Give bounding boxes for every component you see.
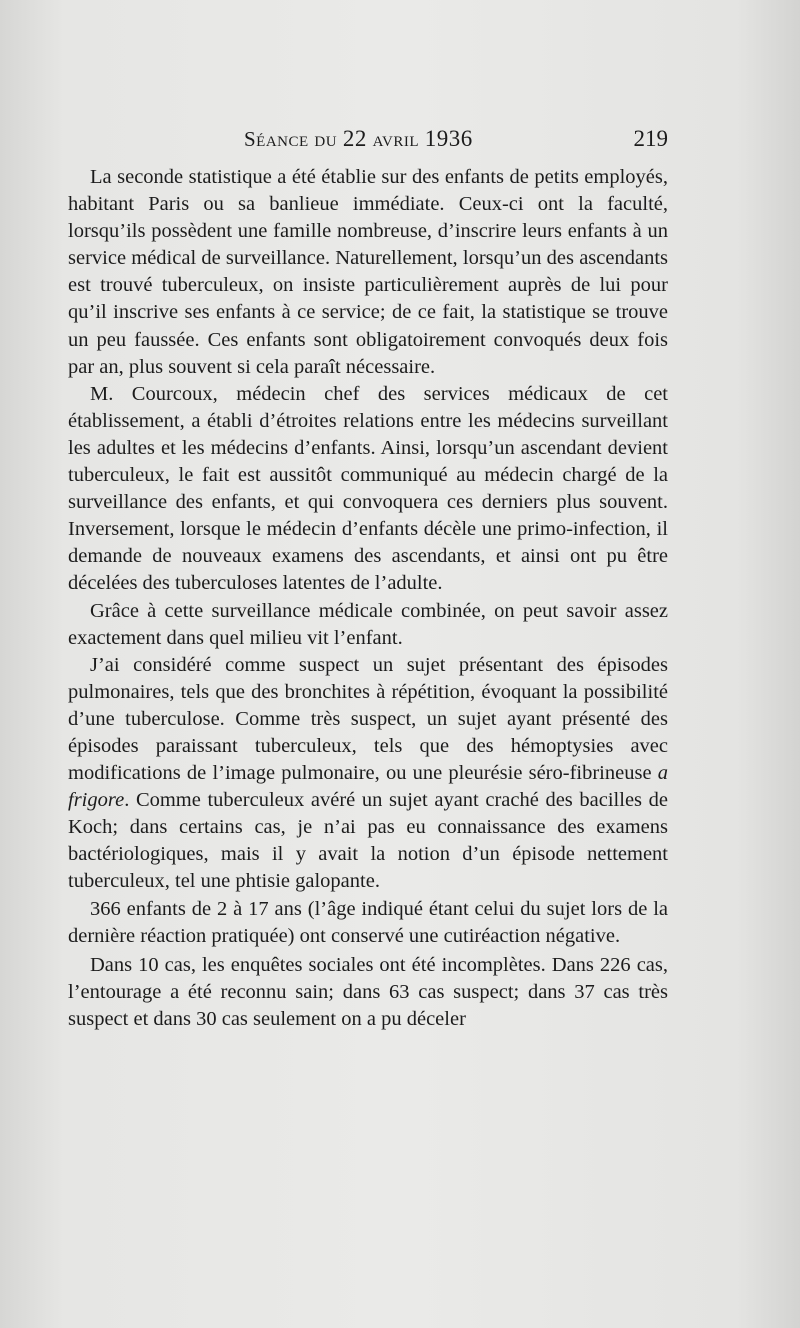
page-number: 219	[633, 126, 668, 151]
running-title-day: 22	[342, 126, 367, 151]
paragraph-366-enfants: 366 enfants de 2 à 17 ans (l’âge indiqué étant celui du sujet lors de la dernière réaction pratiquée) ont conservé une cutiréaction négative.	[68, 897, 668, 947]
paragraph-definitions	[68, 652, 668, 896]
paragraph-statistique: La seconde statistique a été établie sur des enfants de petits employés, habitant Paris ou sa banlieue immédiate. Ceux-ci ont la faculté, lorsqu’ils possèdent une famille nombreuse, d’inscrire leurs enfants à un service médical de surveillance. Naturellement, lorsqu’un des ascendants est trouvé tuberculeux, on insiste particulièrement auprès de lui pour qu’il inscrive ses enfants à ce service; de ce fait, la statistique se trouve un peu faussée. Ces enfants sont obligatoirement convoqués deux fois par an, plus souvent si cela paraît nécessaire.	[68, 166, 668, 378]
paragraph-enquetes: Dans 10 cas, les enquêtes sociales ont été incomplètes. Dans 226 cas, l’entourage a été reconnu sain; dans 63 cas suspect; dans 37 cas très suspect et dans 30 cas seulement on a pu déceler	[68, 953, 668, 1030]
paragraph-definitions-end: . Comme tuberculeux avéré un sujet ayant craché des bacilles de Koch; dans certains cas, je n’ai pas eu connaissance des examens bactériologiques, mais il y avait la notion d’un épisode nettement tuberculeux, tel une phtisie galopante.	[68, 789, 668, 893]
running-title-prefix: Séance du	[244, 127, 343, 151]
running-title-middle: avril	[366, 127, 425, 151]
paragraph-courcoux: M. Courcoux, médecin chef des services médicaux de cet établissement, a établi d’étroites relations entre les médecins surveillant les adultes et les médecins d’enfants. Ainsi, lorsqu’un ascendant devient tuberculeux, le fait est aussitôt communiqué au médecin chargé de la surveillance des enfants, et qui convoquera ces derniers plus souvent. Inversement, lorsque le médecin d’enfants décèle une primo-infection, il demande de nouveaux examens des ascendants, et ainsi ont pu être décelées des tuberculoses latentes de l’adulte.	[68, 382, 668, 595]
body-text	[68, 164, 668, 1033]
paragraph-definitions-start: J’ai considéré comme suspect un sujet présentant des épisodes pulmonaires, tels que des bronchites à répétition, évoquant la possibilité d’une tuberculose. Comme très suspect, un sujet ayant présenté des épisodes paraissant tuberculeux, tels que des hémoptysies avec modifications de l’image pulmonaire, ou une pleurésie séro-fibrineuse	[68, 653, 668, 785]
italic-a-frigore: a frigore	[68, 762, 668, 812]
paragraph-surveillance: Grâce à cette surveillance médicale combinée, on peut savoir assez exactement dans quel milieu vit l’enfant.	[68, 599, 668, 649]
running-title-year: 1936	[424, 126, 473, 151]
running-title	[244, 126, 473, 152]
running-head	[68, 126, 668, 158]
